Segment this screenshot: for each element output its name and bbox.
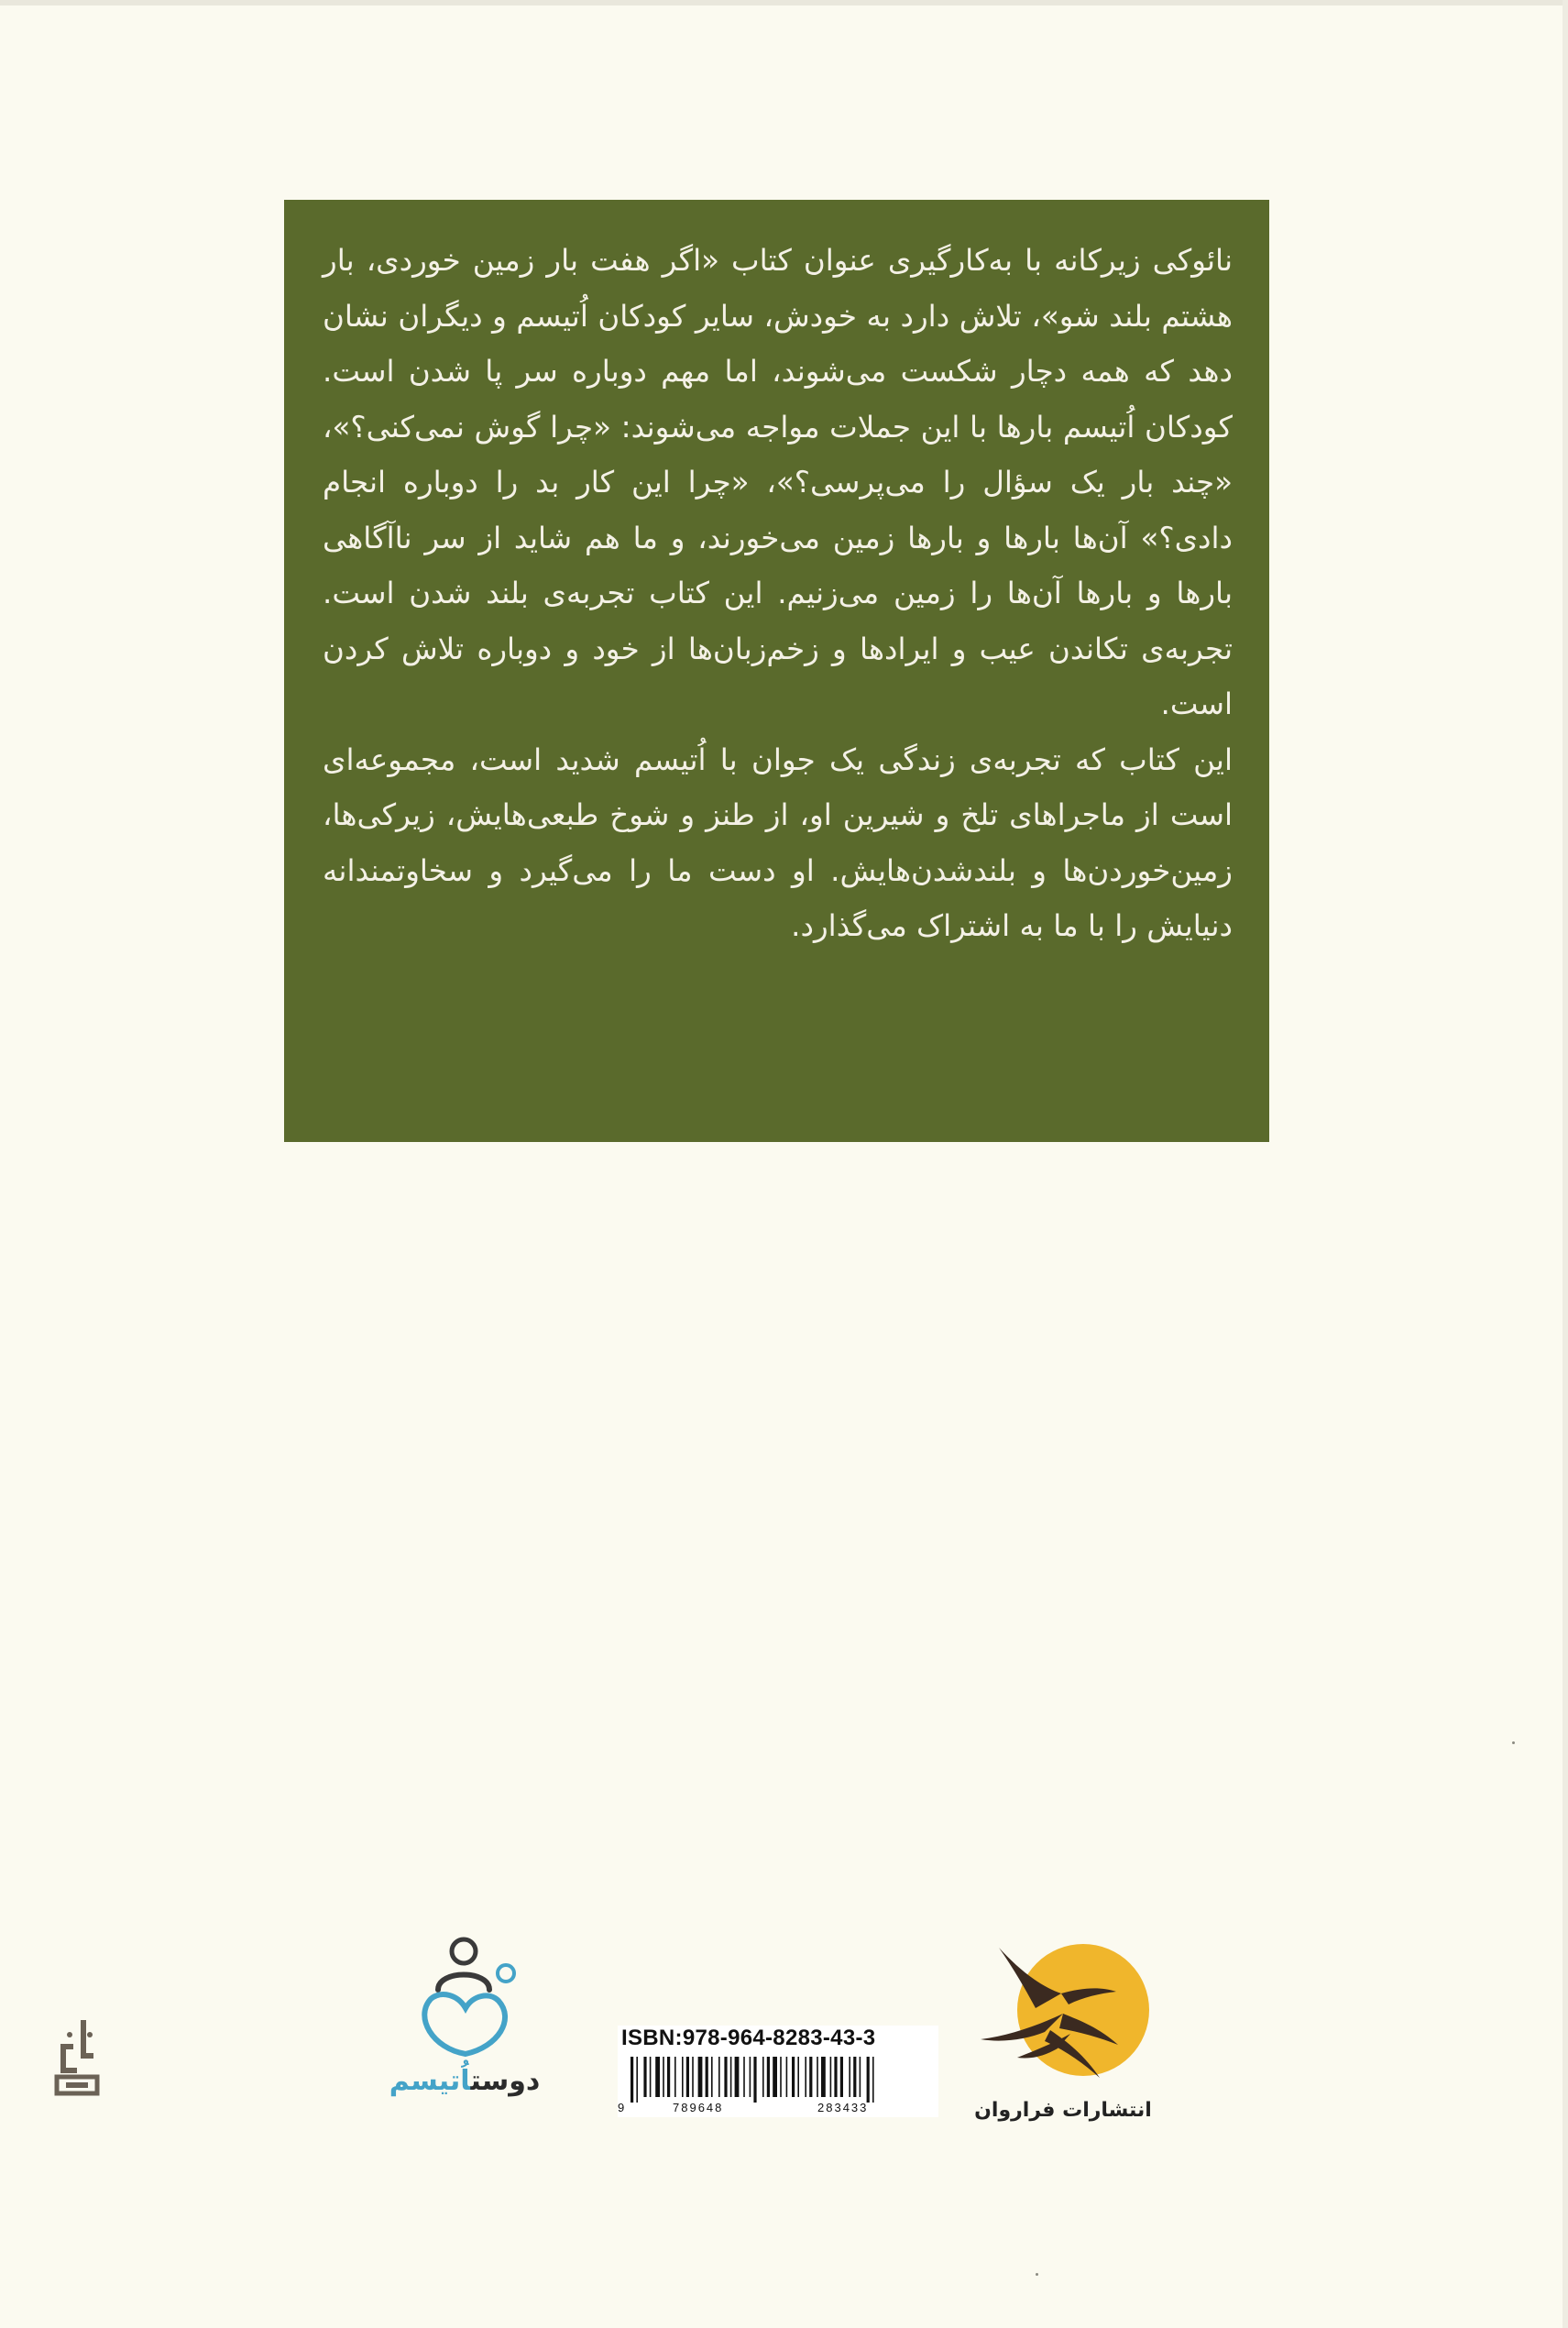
barcode-bar [780, 2057, 782, 2097]
barcode-bar [830, 2057, 832, 2097]
page-edge-top [0, 0, 1568, 5]
partner-label-accent: اُتیسم [389, 2065, 471, 2097]
barcode-bar [792, 2057, 795, 2097]
barcode-bar [698, 2057, 703, 2097]
publisher-name: انتشارات فراروان [974, 2099, 1152, 2122]
barcode-bar [650, 2057, 652, 2097]
isbn-number: ISBN:978-964-8283-43-3 [621, 2026, 876, 2050]
barcode-bar [860, 2057, 861, 2097]
barcode-bar [817, 2057, 818, 2097]
barcode-bar [667, 2057, 670, 2097]
barcode-bar [686, 2057, 689, 2097]
barcode-bar [706, 2057, 708, 2097]
barcode-bar [753, 2057, 756, 2103]
barcode-bar [821, 2057, 826, 2097]
barcode-bar [840, 2057, 843, 2097]
paper-speck [1036, 2273, 1038, 2276]
barcode-bar [786, 2057, 788, 2097]
barcode-bar [718, 2057, 720, 2097]
barcode-bar [849, 2057, 850, 2097]
barcode-bar [762, 2057, 764, 2097]
barcode-bar [663, 2057, 664, 2097]
barcode-bar [682, 2057, 684, 2097]
barcode-bar [797, 2057, 799, 2097]
calligraphy-seal-icon [53, 2016, 101, 2097]
barcode-bar [735, 2057, 740, 2097]
barcode-bar [805, 2057, 806, 2097]
barcode-bar [743, 2057, 745, 2097]
barcode-bar [750, 2057, 751, 2097]
barcode-icon [618, 2057, 938, 2103]
barcode-bar [730, 2057, 732, 2097]
partner-label-prefix: دوست [470, 2065, 541, 2097]
barcode-bar [711, 2057, 713, 2097]
barcode-bar [867, 2057, 870, 2103]
barcode-bar [643, 2057, 646, 2097]
barcode-block [618, 2026, 938, 2117]
blurb-box [284, 200, 1269, 1142]
barcode-bar [834, 2057, 837, 2097]
page-edge-right [1563, 0, 1568, 2328]
barcode-bar [674, 2057, 676, 2097]
heart-people-icon [378, 1929, 552, 2058]
barcode-bar [872, 2057, 874, 2103]
barcode-bar [692, 2057, 694, 2097]
barcode-bar [724, 2057, 727, 2097]
blurb-paragraph-1: نائوکی زیرکانه با به‌کارگیری عنوان کتاب «اگر هفت بار زمین خوردی، بار هشتم بلند شو»، تلاش دارد به خودش، سایر کودکان اُتیسم و دیگران نشان دهد که همه دچار شکست می‌شوند، اما مهم دوباره سر پا شدن است. کودکان اُتیسم بارها با این جملات مواجه می‌شوند: «چرا گوش نمی‌کنی؟»، «چند بار یک سؤال را می‌پرسی؟»، «چرا این کار بد را دوباره انجام دادی؟» آن‌ها بارها و بارها زمین می‌خورند، و ما هم شاید از سر ناآگاهی بارها و بارها آن‌ها را زمین می‌زنیم. این کتاب تجربه‌ی بلند شدن است. تجربه‌ی تکاندن عیب و ایرادها و زخم‌زبان‌ها از خود و دوباره تلاش کردن است. [323, 243, 1233, 721]
paper-speck [1512, 1741, 1515, 1744]
barcode-bar [636, 2057, 638, 2103]
barcode-bar [767, 2057, 770, 2097]
barcode-right-group: 283433 [817, 2101, 869, 2114]
publisher-logo [962, 1920, 1164, 2140]
partner-label [378, 2065, 552, 2097]
barcode-left-group: 789648 [673, 2101, 724, 2114]
partner-logo [378, 1929, 552, 2103]
blurb-paragraph-2: این کتاب که تجربه‌ی زندگی یک جوان با اُتیسم شدید است، مجموعه‌ای است از ماجراهای تلخ و شیرین او، از طنز و شوخ طبعی‌هایش، زیرکی‌ها، زمین‌خوردن‌ها و بلندشدن‌هایش. او دست ما را می‌گیرد و سخاوتمندانه دنیایش را با ما به اشتراک می‌گذارد. [323, 741, 1233, 943]
barcode-bar [630, 2057, 633, 2103]
barcode-leading-digit: 9 [618, 2101, 625, 2114]
birds-sun-icon [962, 1920, 1164, 2094]
barcode-bar [809, 2057, 812, 2097]
barcode-bar [853, 2057, 856, 2097]
barcode-bar [773, 2057, 777, 2097]
barcode-bar [655, 2057, 660, 2097]
